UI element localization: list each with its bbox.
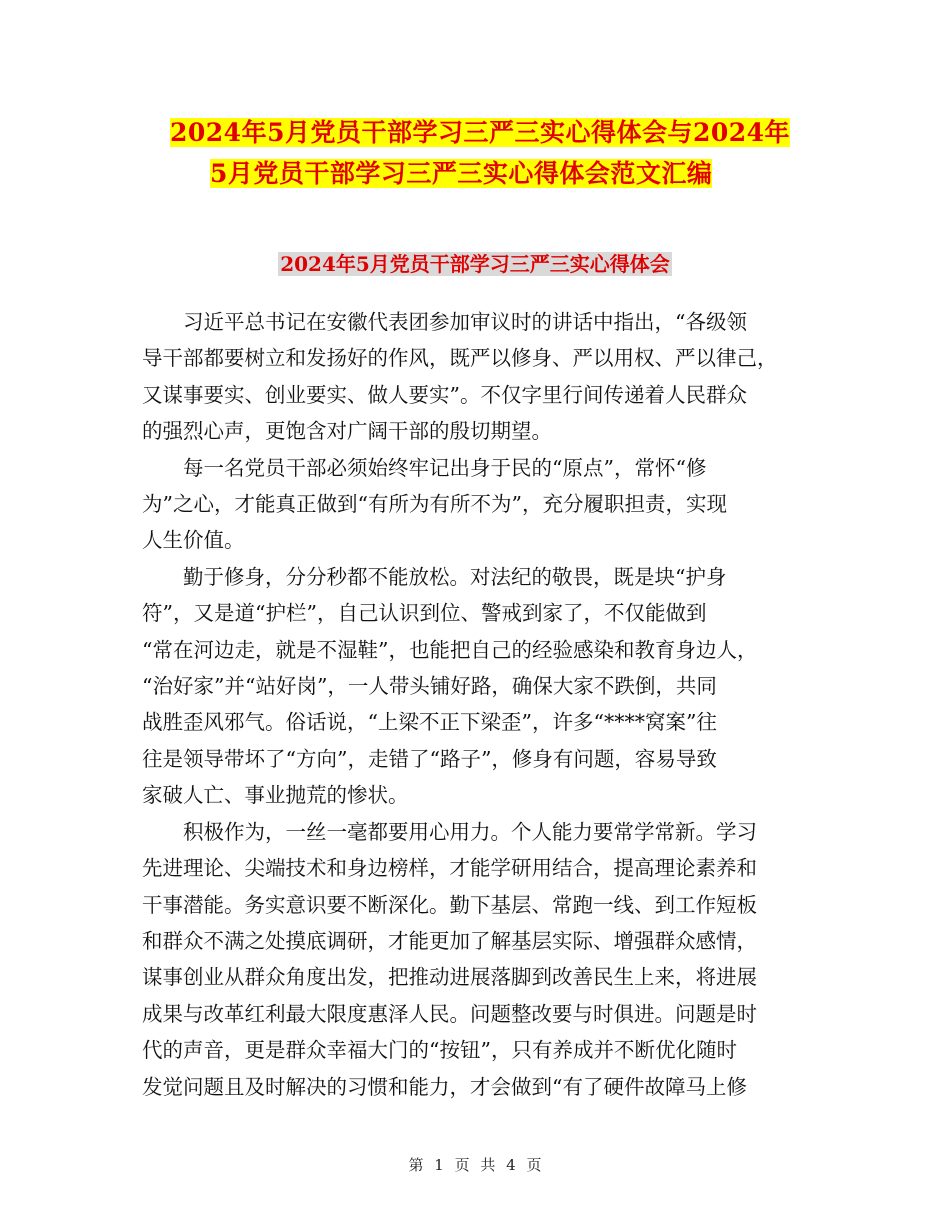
paragraph-line: 代的声音，更是群众幸福大门的“按钮”，只有养成并不断优化随时 — [142, 1038, 737, 1063]
body-paragraph — [142, 450, 802, 559]
page-footer: 第 1 页 共 4 页 — [408, 1156, 542, 1174]
paragraph-line: 成果与改革红利最大限度惠泽人民。问题整改要与时俱进。问题是时 — [142, 1001, 757, 1026]
body-paragraph — [142, 814, 802, 1105]
paragraph-line: 战胜歪风邪气。俗话说，“上梁不正下梁歪”，许多“****窝案”往 — [142, 710, 717, 735]
paragraph-line: 人生价值。 — [142, 528, 245, 553]
body-paragraph — [142, 304, 802, 450]
document-title-line-1: 2024年5月党员干部学习三严三实心得体会与2024年 — [170, 118, 791, 147]
paragraph-line: 和群众不满之处摸底调研，才能更加了解基层实际、增强群众感情， — [142, 928, 757, 953]
paragraph-line: 勤于修身，分分秒都不能放松。对法纪的敬畏，既是块“护身 — [183, 564, 727, 589]
section-heading: 2024年5月党员干部学习三严三实心得体会 — [280, 252, 670, 276]
body-paragraph — [142, 559, 802, 814]
document-title-line-2: 5月党员干部学习三严三实心得体会范文汇编 — [210, 159, 713, 188]
paragraph-line: 积极作为，一丝一毫都要用心用力。个人能力要常学常新。学习 — [183, 819, 757, 844]
paragraph-line: 为”之心，才能真正做到“有所为有所不为”，充分履职担责，实现 — [142, 492, 727, 517]
paragraph-line: 每一名党员干部必须始终牢记出身于民的“原点”，常怀“修 — [183, 455, 707, 480]
paragraph-line: 先进理论、尖端技术和身边榜样，才能学研用结合，提高理论素养和 — [142, 856, 757, 881]
paragraph-line: 往是领导带坏了“方向”，走错了“路子”，修身有问题，容易导致 — [142, 746, 717, 771]
paragraph-line: “治好家”并“站好岗”，一人带头铺好路，确保大家不跌倒，共同 — [142, 674, 717, 699]
paragraph-line: 符”，又是道“护栏”，自己认识到位、警戒到家了，不仅能做到 — [142, 601, 707, 626]
paragraph-line: 家破人亡、事业抛荒的惨状。 — [142, 783, 409, 808]
paragraph-line: 导干部都要树立和发扬好的作风，既严以修身、严以用权、严以律己， — [142, 346, 778, 371]
paragraph-line: “常在河边走，就是不湿鞋”，也能把自己的经验感染和教育身边人， — [142, 637, 758, 662]
paragraph-line: 发觉问题且及时解决的习惯和能力，才会做到“有了硬件故障马上修 — [142, 1074, 747, 1099]
paragraph-line: 又谋事要实、创业要实、做人要实”。不仅字里行间传递着人民群众 — [142, 382, 747, 407]
paragraph-line: 干事潜能。务实意识要不断深化。勤下基层、常跑一线、到工作短板 — [142, 892, 757, 917]
paragraph-line: 谋事创业从群众角度出发，把推动进展落脚到改善民生上来，将进展 — [142, 965, 757, 990]
paragraph-line: 的强烈心声，更饱含对广阔干部的殷切期望。 — [142, 419, 552, 444]
paragraph-line: 习近平总书记在安徽代表团参加审议时的讲话中指出，“各级领 — [183, 310, 747, 334]
document-body — [142, 304, 802, 1105]
document-title — [170, 112, 850, 194]
